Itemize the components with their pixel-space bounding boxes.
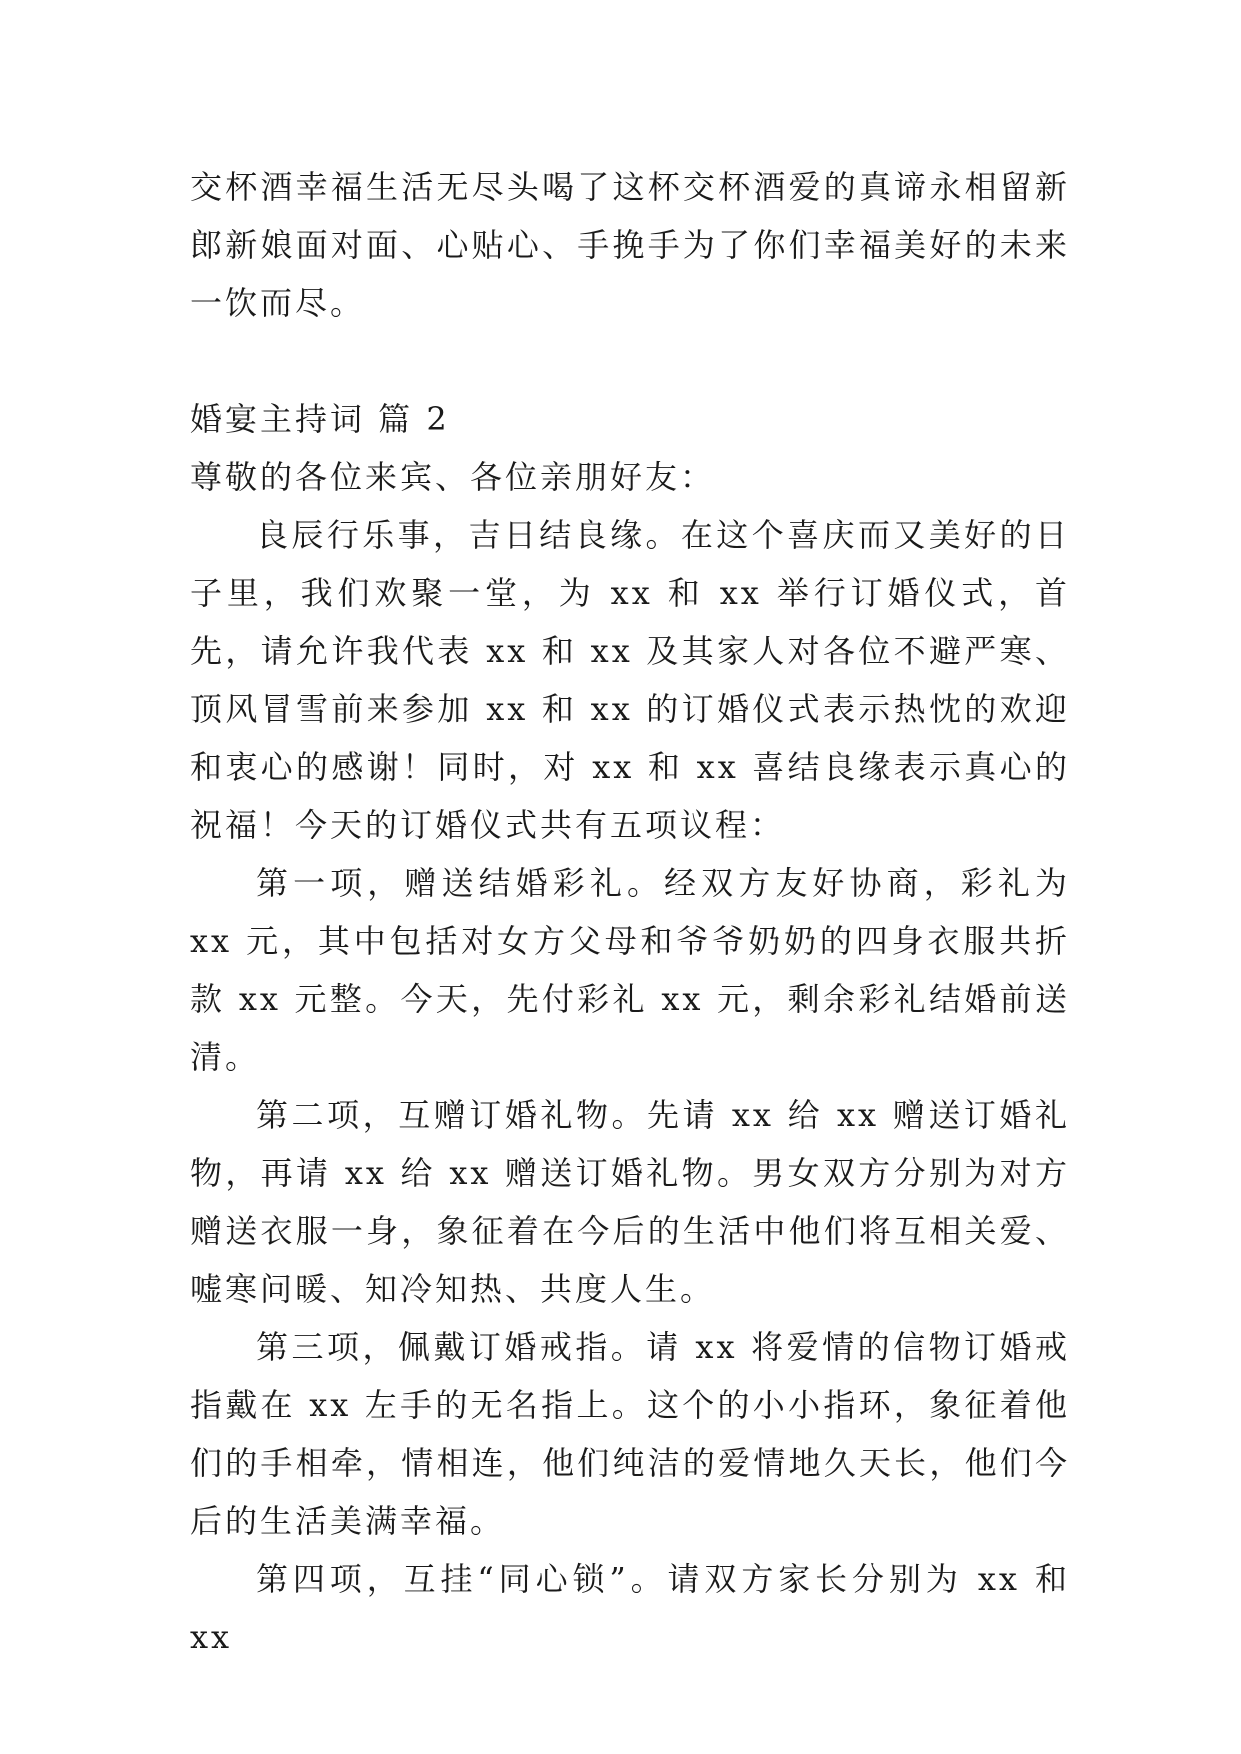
paragraph-opening: 良辰行乐事，吉日结良缘。在这个喜庆而又美好的日子里，我们欢聚一堂，为 xx 和 xx 举行订婚仪式，首先，请允许我代表 xx 和 xx 及其家人对各位不避严寒、顶风冒雪前来参加 xx 和 xx 的订婚仪式表示热忱的欢迎和衷心的感谢！同时，对 xx 和 xx 喜结良缘表示真心的祝福！今天的订婚仪式共有五项议程： [190,516,1070,844]
paragraph-item-1: 第一项，赠送结婚彩礼。经双方友好协商，彩礼为 xx 元，其中包括对女方父母和爷爷奶奶的四身衣服共折款 xx 元整。今天，先付彩礼 xx 元，剩余彩礼结婚前送清。 [190,864,1070,1076]
document-body [190,158,1070,1666]
paragraph-item-2: 第二项，互赠订婚礼物。先请 xx 给 xx 赠送订婚礼物，再请 xx 给 xx 赠送订婚礼物。男女双方分别为对方赠送衣服一身，象征着在今后的生活中他们将互相关爱、嘘寒问暖、知冷知热、共度人生。 [190,1096,1070,1308]
section-heading: 婚宴主持词 篇 2 [190,400,450,438]
continuation-paragraph: 交杯酒幸福生活无尽头喝了这杯交杯酒爱的真谛永相留新郎新娘面对面、心贴心、手挽手为了你们幸福美好的未来一饮而尽。 [190,168,1070,322]
salutation: 尊敬的各位来宾、各位亲朋好友： [190,458,716,496]
paragraph-item-4: 第四项，互挂“同心锁”。请双方家长分别为 xx 和 xx [190,1560,1070,1656]
paragraph-item-3: 第三项，佩戴订婚戒指。请 xx 将爱情的信物订婚戒指戴在 xx 左手的无名指上。这个的小小指环，象征着他们的手相牵，情相连，他们纯洁的爱情地久天长，他们今后的生活美满幸福。 [190,1328,1070,1540]
